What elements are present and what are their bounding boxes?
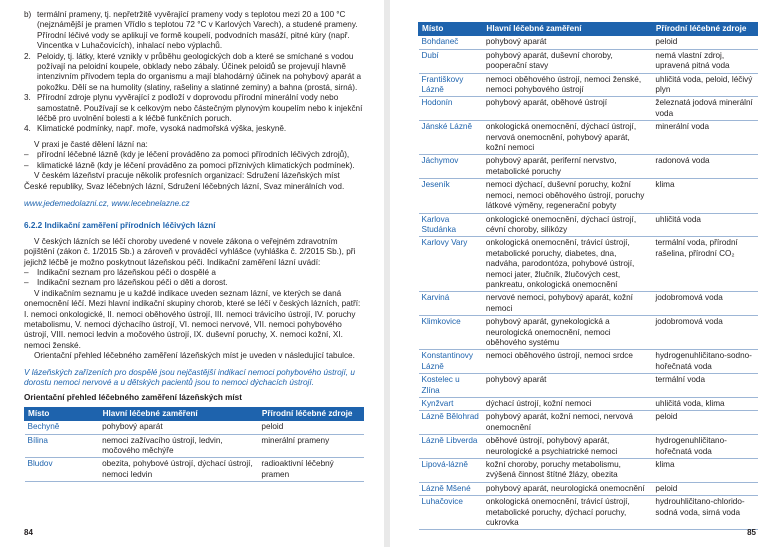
cell-sources: uhličitá voda, peloid, léčivý plyn bbox=[652, 73, 757, 97]
table-row bbox=[25, 434, 364, 458]
spa-table-left bbox=[24, 407, 364, 482]
cell-place: Bechyně bbox=[25, 421, 100, 434]
table-header-row bbox=[419, 23, 758, 36]
page-number: 84 bbox=[24, 528, 33, 537]
section-paragraph: Orientační přehled léčebného zaměření lázeňských míst je uveden v následující tabulce. bbox=[34, 351, 355, 361]
practice-note: V českém lázeňství pracuje několik profesních organizací: Sdružení lázeňských míst České republiky, Svaz léčebných lázní, Sdružení léčebných lázní, Svaz minerálních vod. bbox=[24, 171, 345, 191]
cell-sources: hydrouhličitano-chlorido-sodná voda, sirná voda bbox=[652, 496, 757, 530]
cell-place: Karlovy Vary bbox=[419, 237, 483, 292]
list-item-text: Klimatické podmínky, např. moře, vysoká nadmořská výška, jeskyně. bbox=[37, 124, 287, 134]
column-header-place: Místo bbox=[25, 407, 100, 420]
cell-sources: nemá vlastní zdroj, upravená pitná voda bbox=[652, 49, 757, 73]
table-row bbox=[25, 421, 364, 434]
table-title: Orientační přehled léčebného zaměření lázeňských míst bbox=[24, 393, 242, 403]
cell-place: Klimkovice bbox=[419, 316, 483, 350]
left-table-body bbox=[25, 421, 364, 482]
list-item-text: Přírodní zdroje plynu vyvěrající z podloží v doprovodu přírodní minerální vody nebo samostatně. Používají se k celkovým nebo částečným plynovým koupelím nebo k injekční léčbě pro uvolnění bolesti a k léčbě funkčních poruch. bbox=[37, 93, 363, 124]
section-paragraph: V českých lázních se léčí choroby uvedené v novele zákona o veřejném zdravotním pojištění (zákon č. 1/2015 Sb.) a zároveň v prováděcí vyhlášce (vyhláška č. 2/2015 Sb.), při jejichž léčbě je možno poskytnout lázeňskou péči. Indikační zaměření lázní uvádí: bbox=[24, 236, 356, 267]
cell-focus: pohybový aparát, kožní nemoci, nervová onemocnění bbox=[483, 411, 653, 435]
practice-item: – přírodní léčebné lázně (kdy je léčení prováděno za pomoci přírodních léčivých zdrojů), bbox=[24, 150, 364, 160]
cell-focus: nemoci oběhového ústrojí, nemoci ženské, nemoci pohybového ústrojí bbox=[483, 73, 653, 97]
right-page bbox=[390, 0, 774, 547]
cell-focus: dýchací ústrojí, kožní nemoci bbox=[483, 398, 653, 411]
table-row bbox=[419, 121, 758, 155]
cell-sources: železnatá jodová minerální voda bbox=[652, 97, 757, 121]
practice-intro: V praxi je časté dělení lázní na: bbox=[34, 139, 148, 149]
section-item-text: Indikační seznam pro lázeňskou péči o dospělé a bbox=[37, 267, 216, 277]
table-row bbox=[419, 398, 758, 411]
cell-sources: klima bbox=[652, 179, 757, 213]
cell-focus: kožní choroby, poruchy metabolismu, zvýšená činnost štítné žlázy, obezita bbox=[483, 459, 653, 483]
list-marker: 4. bbox=[24, 124, 31, 134]
cell-focus: obezita, pohybové ústrojí, dýchací ústrojí, nemoci ledvin bbox=[99, 458, 258, 482]
list-item-text: termální prameny, tj. nepřetržitě vyvěrající prameny vody s teplotou mezi 20 a 100 °C (nejznámější je pramen Vřídlo s teplotou 72 °C v Karlových Varech), a studené prameny. Přírodní léčivé vody se aplikují ve formě koupelí, podvodních masáží, pitné kúry (např. Vincentka v Luhačovicích), inhalací nebo výplachů. bbox=[37, 10, 358, 51]
cell-place: Kostelec u Zlína bbox=[419, 374, 483, 398]
cell-focus: pohybový aparát, periferní nervstvo, metabolické poruchy bbox=[483, 155, 653, 179]
cell-sources: minerální prameny bbox=[258, 434, 363, 458]
cell-sources: hydrogenuhličitano-hořečnatá voda bbox=[652, 435, 757, 459]
cell-focus: onkologická onemocnění, dýchací ústrojí, nervová onemocnění, pohybový aparát, kožní nemoci bbox=[483, 121, 653, 155]
practice-item-text: klimatické lázně (kdy je léčení prováděno za pomoci příznivých klimatických podmínek). bbox=[37, 160, 355, 170]
cell-focus: pohybový aparát, duševní choroby, pooperační stavy bbox=[483, 49, 653, 73]
blue-note: V lázeňských zařízeních pro dospělé jsou nejčastější indikací nemoci pohybového ústrojí, u dorostu nemoci nervové a u dětských pacientů jsou to nemoci dýchacích ústrojí. bbox=[24, 367, 355, 387]
cell-place: Jánské Lázně bbox=[419, 121, 483, 155]
cell-focus: onkologické onemocnění, dýchací ústrojí, cévní choroby, silikózy bbox=[483, 213, 653, 237]
table-row bbox=[419, 459, 758, 483]
cell-focus: pohybový aparát bbox=[483, 36, 653, 49]
table-row bbox=[419, 237, 758, 292]
table-row bbox=[419, 316, 758, 350]
cell-place: Bludov bbox=[25, 458, 100, 482]
column-header-sources: Přírodní léčebné zdroje bbox=[652, 23, 757, 36]
cell-place: Karviná bbox=[419, 292, 483, 316]
column-header-focus: Hlavní léčebné zaměření bbox=[483, 23, 653, 36]
table-row bbox=[419, 49, 758, 73]
cell-sources: jodobromová voda bbox=[652, 316, 757, 350]
cell-sources: radonová voda bbox=[652, 155, 757, 179]
list-marker: 3. bbox=[24, 93, 31, 103]
list-item-climate bbox=[24, 124, 364, 134]
left-page-content bbox=[24, 10, 364, 482]
table-row bbox=[419, 411, 758, 435]
cell-place: Dubí bbox=[419, 49, 483, 73]
table-row bbox=[419, 97, 758, 121]
cell-place: Kynžvart bbox=[419, 398, 483, 411]
cell-sources: uhličitá voda, klima bbox=[652, 398, 757, 411]
cell-focus: nemoci dýchací, duševní poruchy, kožní nemoci, nemoci oběhového ústrojí, poruchy látkové výměny, regenerační pobyty bbox=[483, 179, 653, 213]
cell-focus: pohybový aparát bbox=[99, 421, 258, 434]
table-row bbox=[419, 496, 758, 530]
cell-focus: oběhové ústrojí, pohybový aparát, neurologické a psychiatrické nemoci bbox=[483, 435, 653, 459]
cell-place: Bohdaneč bbox=[419, 36, 483, 49]
cell-place: Bílina bbox=[25, 434, 100, 458]
cell-sources: uhličitá voda bbox=[652, 213, 757, 237]
cell-sources: hydrogenuhličitano-sodno-hořečnatá voda bbox=[652, 350, 757, 374]
practice-item: – klimatické lázně (kdy je léčení prováděno za pomoci příznivých klimatických podmínek). bbox=[24, 161, 364, 171]
section-item: – Indikační seznam pro lázeňskou péči o dospělé a bbox=[24, 268, 364, 278]
cell-focus: onkologická onemocnění, trávicí ústrojí, metabolické poruchy, dýchací poruchy, cukrovka bbox=[483, 496, 653, 530]
right-page-content bbox=[418, 22, 758, 530]
cell-place: Jeseník bbox=[419, 179, 483, 213]
cell-place: Hodonín bbox=[419, 97, 483, 121]
column-header-place: Místo bbox=[419, 23, 483, 36]
cell-place: Luhačovice bbox=[419, 496, 483, 530]
cell-focus: pohybový aparát, gynekologická a neurologická onemocnění, nemoci oběhového systému bbox=[483, 316, 653, 350]
table-row bbox=[419, 36, 758, 49]
cell-place: Františkovy Lázně bbox=[419, 73, 483, 97]
cell-focus: pohybový aparát, oběhové ústrojí bbox=[483, 97, 653, 121]
cell-sources: peloid bbox=[258, 421, 363, 434]
list-item-peloids bbox=[24, 52, 364, 94]
table-row bbox=[25, 458, 364, 482]
table-row bbox=[419, 179, 758, 213]
column-header-focus: Hlavní léčebné zaměření bbox=[99, 407, 258, 420]
table-row bbox=[419, 73, 758, 97]
cell-place: Lázně Bělohrad bbox=[419, 411, 483, 435]
cell-focus: nemoci oběhového ústrojí, nemoci srdce bbox=[483, 350, 653, 374]
table-row bbox=[419, 435, 758, 459]
table-row bbox=[419, 374, 758, 398]
cell-place: Jáchymov bbox=[419, 155, 483, 179]
cell-sources: peloid bbox=[652, 36, 757, 49]
cell-sources: minerální voda bbox=[652, 121, 757, 155]
cell-place: Lázně Mšené bbox=[419, 482, 483, 495]
cell-focus: nervové nemoci, pohybový aparát, kožní nemoci bbox=[483, 292, 653, 316]
list-marker: b) bbox=[24, 10, 32, 19]
cell-focus: nemoci zažívacího ústrojí, ledvin, močového měchýře bbox=[99, 434, 258, 458]
cell-sources: peloid bbox=[652, 411, 757, 435]
section-item-text: Indikační seznam pro lázeňskou péči o děti a dorost. bbox=[37, 278, 228, 288]
right-table-body bbox=[419, 36, 758, 530]
spa-table-right bbox=[418, 22, 758, 530]
cell-sources: termální voda, přírodní rašelina, přírodní CO₂ bbox=[652, 237, 757, 292]
column-header-sources: Přírodní léčebné zdroje bbox=[258, 407, 363, 420]
practice-item-text: přírodní léčebné lázně (kdy je léčení prováděno za pomoci přírodních léčivých zdrojů), bbox=[37, 150, 350, 160]
cell-focus: pohybový aparát bbox=[483, 374, 653, 398]
table-row bbox=[419, 482, 758, 495]
table-header-row bbox=[25, 407, 364, 420]
table-row bbox=[419, 292, 758, 316]
cell-place: Karlova Studánka bbox=[419, 213, 483, 237]
section-paragraph: V indikačním seznamu je u každé indikace uveden seznam lázní, ve kterých se daná onemocnění léčí. Mezi hlavní indikační skupiny chorob, které se léčí v českých lázních, patří: bbox=[24, 288, 361, 309]
list-marker: 2. bbox=[24, 51, 31, 61]
list-item-text: Peloidy, tj. látky, které vznikly v průběhu geologických dob a které se smíchané s vodou požívají na peloidní koupele, obklady nebo zábaly. Účinek peloidů se projevují hlavně intenzivním přívodem tepla do organismu a mají blahodárný účinek na pohybový aparát a pokožku. Dělí se na humolity (slatiny, rašeliny a slatinné zeminy) a bahna (prostá, sirná). bbox=[37, 51, 362, 92]
cell-sources: termální voda bbox=[652, 374, 757, 398]
section-item: – Indikační seznam pro lázeňskou péči o děti a dorost. bbox=[24, 278, 364, 288]
section-title: 6.2.2 Indikační zaměření přírodních léčivých lázní bbox=[24, 221, 216, 231]
table-row bbox=[419, 155, 758, 179]
list-item-gas bbox=[24, 93, 364, 124]
cell-sources: radioaktivní léčebný pramen bbox=[258, 458, 363, 482]
cell-sources: klima bbox=[652, 459, 757, 483]
web-links[interactable]: www.jedemedolazni.cz, www.lecebnelazne.cz bbox=[24, 198, 190, 208]
section-paragraph: I. nemoci onkologické, II. nemoci oběhového ústrojí, III. nemoci trávicího ústrojí, IV. poruchy metabolismu, V. nemoci dýchacího ústrojí, VI. nemoci nervové, VII. nemoci pohybového ústrojí, VIII. nemoci ledvin a močového ústrojí, IX. duševní poruchy, X. nemoci kožní, XI. nemoci ženské. bbox=[24, 309, 356, 350]
cell-focus: onkologická onemocnění, trávicí ústrojí, metabolické poruchy, diabetes, dna, nadváha, parodontóza, pohybové ústrojí, nemoci jater, žlučník, žlučových cest, pankreatu, onkologická onemocnění bbox=[483, 237, 653, 292]
cell-sources: jodobromová voda bbox=[652, 292, 757, 316]
table-row bbox=[419, 350, 758, 374]
table-row bbox=[419, 213, 758, 237]
cell-place: Lázně Libverda bbox=[419, 435, 483, 459]
cell-place: Konstantinovy Lázně bbox=[419, 350, 483, 374]
cell-focus: pohybový aparát, neurologická onemocnění bbox=[483, 482, 653, 495]
cell-sources: peloid bbox=[652, 482, 757, 495]
list-item-springs bbox=[24, 10, 364, 52]
left-page bbox=[0, 0, 384, 547]
cell-place: Lipová-lázně bbox=[419, 459, 483, 483]
page-number: 85 bbox=[747, 528, 756, 537]
